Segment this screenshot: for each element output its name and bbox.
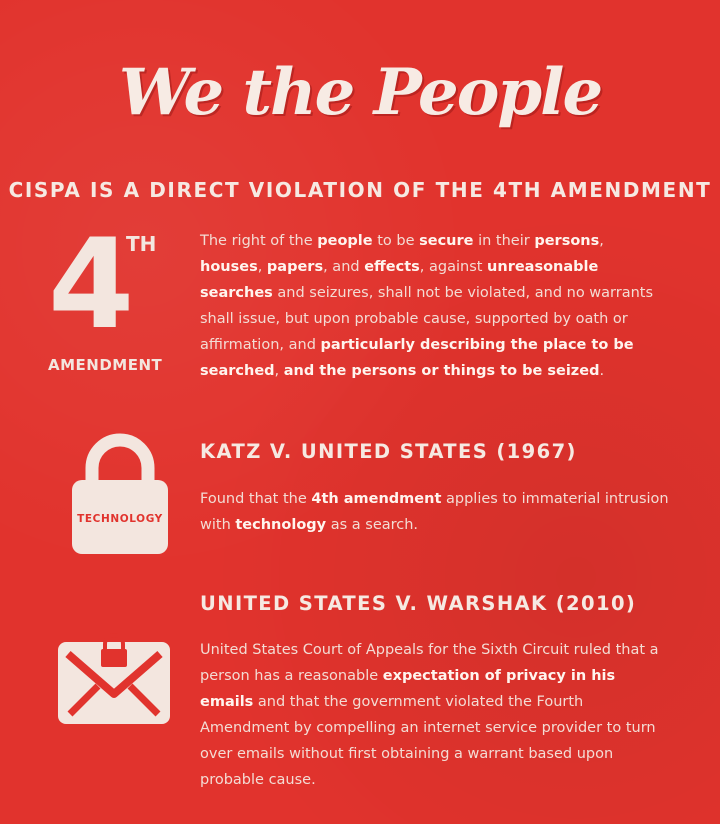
body-text: , bbox=[257, 259, 267, 275]
emphasis-text: unreasonable searches bbox=[200, 259, 599, 301]
emphasis-text: expectation of privacy in his emails bbox=[200, 668, 616, 710]
locked-envelope-icon bbox=[58, 620, 170, 726]
case-text-warshak bbox=[200, 637, 670, 793]
headline: CISPA IS A DIRECT VIOLATION OF THE 4TH AMENDMENT bbox=[8, 178, 712, 202]
fourth-amendment-badge bbox=[42, 213, 163, 378]
padlock-icon bbox=[70, 432, 170, 556]
body-text: as a search. bbox=[326, 517, 419, 533]
emphasis-text: persons bbox=[534, 233, 600, 249]
emphasis-text: technology bbox=[235, 517, 327, 533]
body-text: United States Court of Appeals for the Sixth Circuit ruled that a person has a reasonable bbox=[200, 642, 659, 684]
amendment-text bbox=[200, 228, 670, 384]
body-text: applies to immaterial intrusion with bbox=[200, 491, 669, 533]
body-text: , against bbox=[419, 259, 488, 275]
amendment-label: AMENDMENT bbox=[48, 356, 163, 374]
emphasis-text: people bbox=[317, 233, 373, 249]
case-text-katz bbox=[200, 486, 670, 538]
emphasis-text: papers bbox=[266, 259, 324, 275]
emphasis-text: 4th amendment bbox=[311, 491, 442, 507]
emphasis-text: particularly describing the place to be searched bbox=[200, 337, 634, 379]
emphasis-text: secure bbox=[419, 233, 474, 249]
body-text: in their bbox=[473, 233, 535, 249]
body-text: to be bbox=[372, 233, 420, 249]
body-text: Found that the bbox=[200, 491, 312, 507]
body-text: , bbox=[599, 233, 604, 249]
emphasis-text: and the persons or things to be seized bbox=[283, 363, 600, 379]
padlock-label: TECHNOLOGY bbox=[77, 513, 163, 525]
body-text: . bbox=[599, 363, 605, 379]
amendment-number: 4 bbox=[48, 213, 135, 357]
body-text: , and bbox=[323, 259, 365, 275]
body-text: , bbox=[274, 363, 284, 379]
emphasis-text: houses bbox=[200, 259, 258, 275]
amendment-suffix: TH bbox=[126, 232, 157, 256]
emphasis-text: effects bbox=[364, 259, 420, 275]
we-the-people-logo: We the People bbox=[118, 55, 602, 130]
case-title-warshak: UNITED STATES V. WARSHAK (2010) bbox=[200, 592, 637, 615]
body-text: and that the government violated the Fourth Amendment by compelling an internet service provider to turn over emails without first obtaining a warrant based upon probable cause. bbox=[200, 694, 656, 788]
body-text: and seizures, shall not be violated, and no warrants shall issue, but upon probable cause, supported by oath or affirmation, and bbox=[200, 285, 654, 353]
case-title-katz: KATZ V. UNITED STATES (1967) bbox=[200, 440, 577, 463]
body-text: The right of the bbox=[200, 233, 318, 249]
